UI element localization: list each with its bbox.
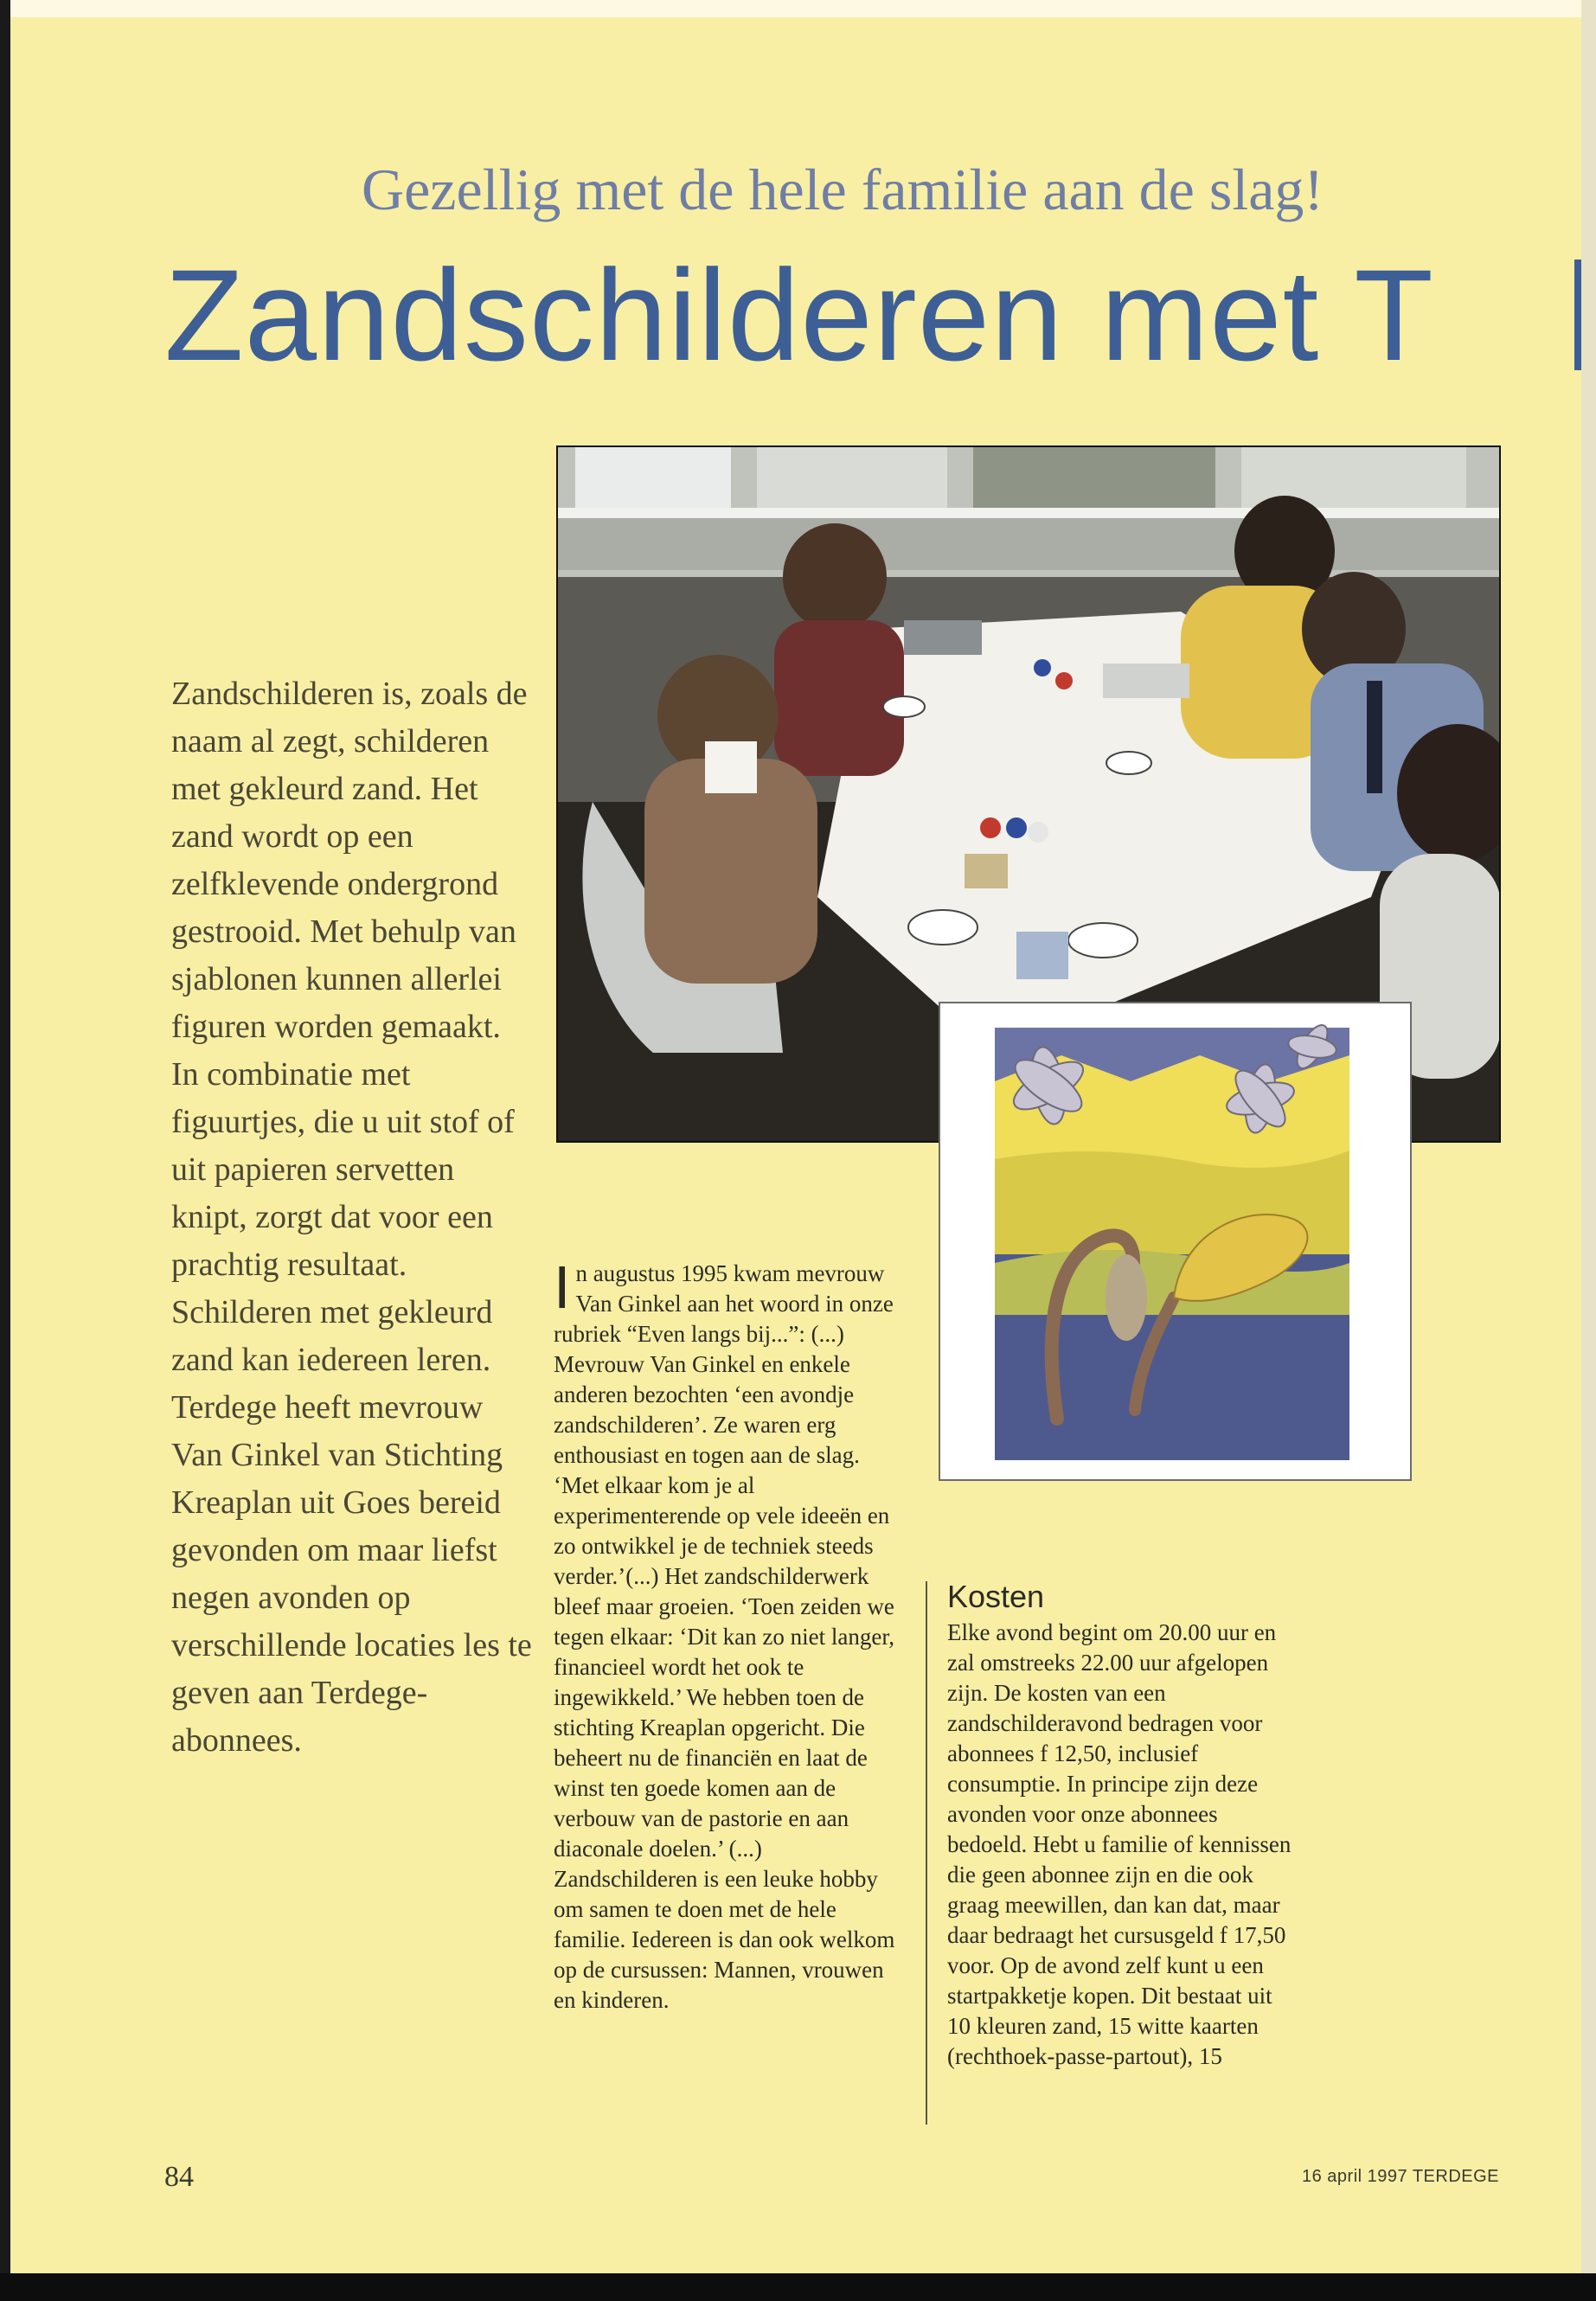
title-cutoff-bar	[1574, 260, 1581, 370]
intro-paragraph: Zandschilderen is, zoals de naam al zegt, schilderen met gekleurd zand. Het zand wordt op een zelfklevende ondergrond gestrooid. Met behulp van sjablonen kunnen allerlei figuren worden gemaakt. In combinatie met figuurtjes, die u uit stof of uit papieren servetten knipt, zorgt dat voor een prachtig resultaat. Schilderen met gekleurd zand kan iedereen leren. Terdege heeft mevrouw Van Ginkel van Stichting Kreaplan uit Goes bereid gevonden om maar liefst negen avonden op verschillende locaties les te geven aan Terdege-abonnees.	[171, 676, 532, 1759]
article-text: n augustus 1995 kwam mevrouw Van Ginkel aan het woord in onze rubriek “Even langs bij...”: (...) Mevrouw Van Ginkel en enkele anderen bezochten ‘een avondje zandschilderen’. Ze waren erg enthousiast en togen aan de slag. ‘Met elkaar kom je al experimenterende op vele ideeën en zo ontwikkel je de techniek steeds verder.’(...) Het zandschilderwerk bleef maar groeien. ‘Toen zeiden we tegen elkaar: ‘Dit kan zo niet langer, financieel wordt het ook te ingewikkeld.’ We hebben toen de stichting Kreaplan opgericht. Die beheert nu de financiën en laat de winst ten goede komen aan de verbouw van de pastorie en aan diaconale doelen.’ (...) Zandschilderen is een leuke hobby om samen te doen met de hele familie. Iedereen is dan ook welkom op de cursussen: Mannen, vrouwen en kinderen.	[554, 1260, 895, 2013]
scan-edge-top	[0, 0, 1596, 17]
article-kicker: Gezellig met de hele familie aan de slag!	[362, 157, 1324, 222]
scan-edge-left	[0, 0, 10, 2301]
scan-edge-bottom	[0, 2273, 1596, 2301]
sand-painting-illustration	[940, 1003, 1410, 1479]
article-title: Zandschilderen met T	[164, 242, 1434, 388]
sand-painting-photo	[939, 1002, 1412, 1481]
issue-footer: 16 april 1997 TERDEGE	[1302, 2167, 1500, 2186]
page-number: 84	[164, 2161, 194, 2193]
column-divider	[926, 1581, 927, 2125]
scan-edge-right	[1581, 0, 1596, 2301]
article-body	[554, 1253, 910, 2016]
kosten-heading: Kosten	[947, 1579, 1045, 1614]
drop-cap: I	[554, 1253, 571, 1321]
kosten-body: Elke avond begint om 20.00 uur en zal omstreeks 22.00 uur afgelopen zijn. De kosten van een zandschilderavond bedragen voor abonnees f 12,50, inclusief consumptie. In principe zijn deze avonden voor onze abonnees bedoeld. Hebt u familie of kennissen die geen abonnee zijn en die ook graag meewillen, dan kan dat, maar daar bedraagt het cursusgeld f 17,50 voor. Op de avond zelf kunt u een startpakketje kopen. Dit bestaat uit 10 kleuren zand, 15 witte kaarten (rechthoek-passe-partout), 15	[947, 1619, 1292, 2069]
